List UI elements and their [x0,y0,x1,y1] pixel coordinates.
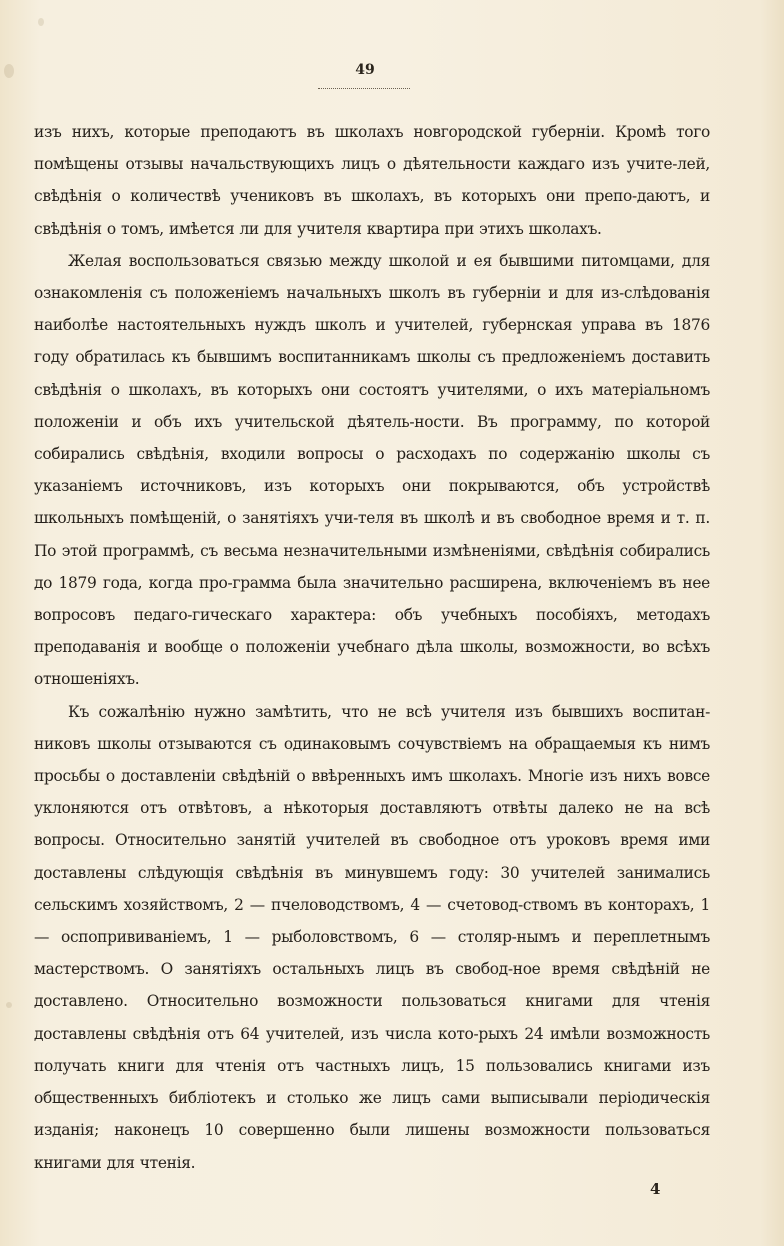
paragraph-3: Къ сожалѣнію нужно замѣтить, что не всѣ учителя изъ бывшихъ воспитан-никовъ школы отзываются съ одинаковымъ сочувствіемъ на обращаемыя къ нимъ просьбы о доставленіи свѣдѣній о ввѣренныхъ имъ школахъ. Многіе изъ нихъ вовсе уклоняются отъ отвѣтовъ, а нѣкоторыя доставляютъ отвѣты далеко не на всѣ вопросы. Относительно занятій учителей въ свободное отъ уроковъ время ими доставлены слѣдующія свѣдѣнія въ минувшемъ году: 30 учителей занимались сельскимъ хозяйствомъ, 2 — пчеловодствомъ, 4 — счетовод-ствомъ въ конторахъ, 1 — оспопрививаніемъ, 1 — рыболовствомъ, 6 — столяр-нымъ и переплетнымъ мастерствомъ. О занятіяхъ остальныхъ лицъ въ свобод-ное время свѣдѣній не доставлено. Относительно возможности пользоваться книгами для чтенія доставлены свѣдѣнія отъ 64 учителей, изъ числа кото-рыхъ 24 имѣли возможность получать книги для чтенія отъ частныхъ лицъ, 15 пользовались книгами изъ общественныхъ библіотекъ и столько же лицъ сами выписывали періодическія изданія; наконецъ 10 совершенно были лишены возможности пользоваться книгами для чтенія. [34,702,710,1172]
paper-stain [38,18,44,26]
header-rule [318,88,410,89]
signature-mark: 4 [650,1180,661,1198]
page-number: 49 [355,62,375,78]
body-text [34,116,710,1179]
paper-stain [6,1002,12,1008]
paragraph-2: Желая воспользоваться связью между школой и ея бывшими питомцами, для ознакомленія съ положеніемъ начальныхъ школъ въ губерніи и для из-слѣдованія наиболѣе настоятельныхъ нуждъ школъ и учителей, губернская управа въ 1876 году обратилась къ бывшимъ воспитанникамъ школы съ предложеніемъ доставить свѣдѣнія о школахъ, въ которыхъ они состоятъ учителями, о ихъ матеріальномъ положеніи и объ ихъ учительской дѣятель-ности. Въ программу, по которой собирались свѣдѣнія, входили вопросы о расходахъ по содержанію школы съ указаніемъ источниковъ, изъ которыхъ они покрываются, объ устройствѣ школьныхъ помѣщеній, о занятіяхъ учи-теля въ школѣ и въ свободное время и т. п. По этой программѣ, съ весьма незначительными измѣненіями, свѣдѣнія собирались до 1879 года, когда про-грамма была значительно расширена, включеніемъ въ нее вопросовъ педаго-гическаго характера: объ учебныхъ пособіяхъ, методахъ преподаванія и вообще о положеніи учебнаго дѣла школы, возможности, во всѣхъ отношеніяхъ. [34,251,710,689]
paragraph-1: изъ нихъ, которые преподаютъ въ школахъ новгородской губерніи. Кромѣ того помѣщены отзывы начальствующихъ лицъ о дѣятельности каждаго изъ учите-лей, свѣдѣнія о количествѣ учениковъ въ школахъ, въ которыхъ они препо-даютъ, и свѣдѣнія о томъ, имѣется ли для учителя квартира при этихъ школахъ. [34,123,710,238]
